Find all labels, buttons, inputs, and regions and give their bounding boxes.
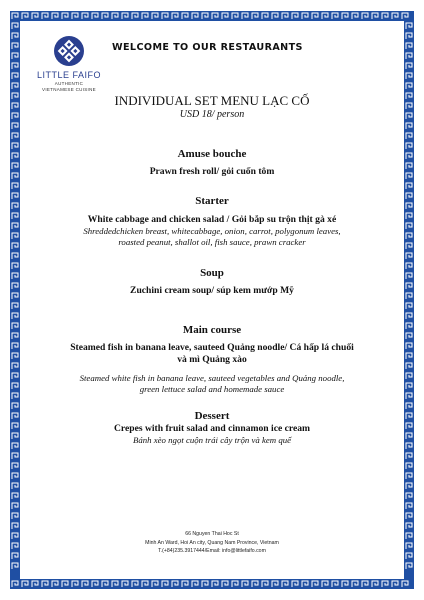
dish-starter-desc-line-2: roasted peanut, shallot oil, fish sauce, prawn cracker	[118, 237, 306, 247]
section-heading-soup: Soup	[200, 267, 224, 279]
section-heading-main: Main course	[182, 324, 242, 336]
logo-emblem-icon	[54, 36, 84, 66]
section-heading-starter: Starter	[195, 195, 229, 207]
dish-main-desc-line-2: green lettuce salad and homemade sauce	[139, 384, 285, 394]
brand-tagline	[36, 81, 102, 93]
restaurant-footer	[30, 530, 394, 556]
section-heading-amuse: Amuse bouche	[177, 148, 247, 160]
welcome-heading: WELCOME TO OUR RESTAURANTS	[112, 42, 303, 53]
footer-address-line-1: 66 Nguyen Thai Hoc St	[185, 531, 239, 537]
dish-main-line-2: và mì Quảng xào	[177, 354, 247, 365]
dish-dessert-desc: Bánh xèo ngọt cuộn trái cây trộn và kem quế	[132, 435, 292, 445]
footer-address-line-2: Minh An Ward, Hoi An city, Quang Nam Province, Vietnam	[145, 539, 279, 546]
dish-starter: White cabbage and chicken salad / Gỏi bắp su trộn thịt gà xé	[87, 214, 337, 225]
dish-soup: Zuchini cream soup/ súp kem mướp Mỹ	[130, 285, 294, 296]
brand-tagline-line-1: AUTHENTIC	[54, 81, 84, 86]
brand-tagline-line-2: VIETNAMESE CUISINE	[42, 87, 96, 92]
dish-main-desc-line-1: Steamed white fish in banana leave, sauteed vegetables and Quảng noodle,	[79, 373, 345, 383]
menu-content	[30, 93, 394, 446]
dish-starter-desc-line-1: Shreddedchicken breast, whitecabbage, onion, carrot, polygonum leaves,	[83, 226, 341, 236]
brand-name: LITTLE FAIFO	[36, 70, 101, 80]
menu-price: USD 18/ person	[179, 109, 245, 120]
dish-dessert: Crepes with fruit salad and cinnamon ice cream	[113, 423, 311, 434]
dish-amuse: Prawn fresh roll/ gỏi cuốn tôm	[149, 166, 275, 177]
dish-main-line-1: Steamed fish in banana leave, sauteed Quảng noodle/ Cá hấp lá chuối	[70, 342, 354, 353]
page-header	[36, 30, 396, 100]
footer-contact: T.(+84)235.3917444/Email: info@littlefaifo.com	[158, 548, 266, 554]
menu-title: INDIVIDUAL SET MENU LẠC CỐ	[114, 93, 310, 108]
section-heading-dessert: Dessert	[194, 410, 230, 422]
